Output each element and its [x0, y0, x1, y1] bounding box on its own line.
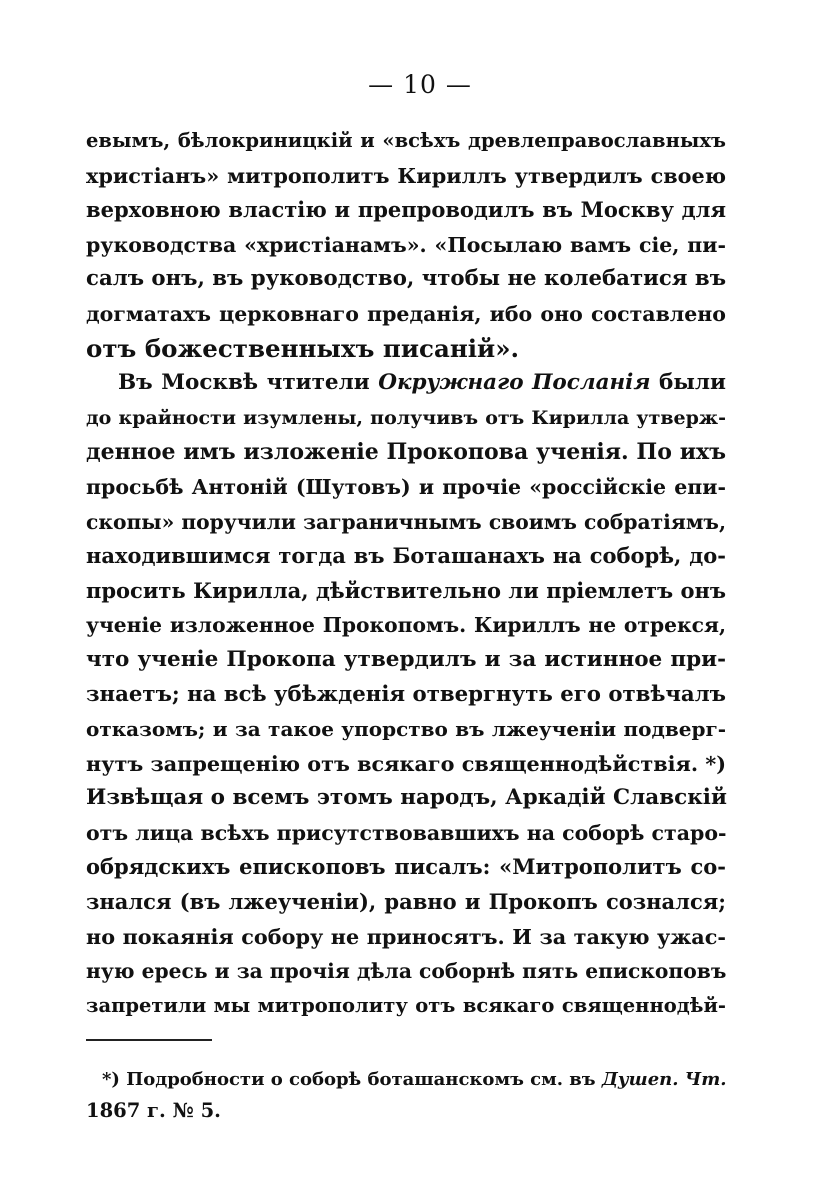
text-line: знался (въ лжеученіи), равно и Прокопъ сознался; — [86, 889, 726, 915]
text-line: отъ лица всѣхъ присутствовавшихъ на соборѣ старо- — [86, 820, 727, 845]
footnote-divider — [86, 1039, 212, 1041]
text-line: Извѣщая о всемъ этомъ народъ, Аркадій Славскій — [86, 785, 727, 811]
paragraph-first-line — [86, 366, 726, 401]
text-line: но покаянія собору не приносятъ. И за такую ужас- — [86, 924, 726, 949]
text-line: верховною властію и препроводилъ въ Москву для — [86, 197, 726, 223]
text-line: знаетъ; на всѣ убѣжденія отвергнуть его отвѣчалъ — [86, 681, 726, 707]
text-line: салъ онъ, въ руководство, чтобы не колебатися въ — [86, 266, 726, 292]
text-line: просьбѣ Антоній (Шутовъ) и прочіе «россійскіе епи- — [86, 474, 726, 499]
text-segment: были — [650, 370, 727, 396]
text-line: ученіе изложенное Прокопомъ. Кириллъ не отрекся, — [86, 613, 726, 638]
text-line: находившимся тогда въ Боташанахъ на соборѣ, до- — [86, 543, 726, 569]
footnote-text: *) Подробности о соборѣ боташанскомъ см. въ — [102, 1069, 602, 1090]
text-line: руководства «христіанамъ». «Посылаю вамъ сіе, пи- — [86, 232, 726, 257]
text-line: просить Кирилла, дѣйствительно ли пріемлетъ онъ — [86, 577, 726, 603]
text-line: отказомъ; и за такое упорство въ лжеученіи подверг- — [86, 717, 726, 742]
text-line: христіанъ» митрополитъ Кириллъ утвердилъ своею — [86, 163, 726, 188]
text-line: догматахъ церковнаго преданія, ибо оно составлено — [86, 301, 726, 326]
text-line: до крайности изумлены, получивъ отъ Кирилла утверж- — [86, 406, 726, 429]
text-line: евымъ, бѣлокриницкій и «всѣхъ древлеправославныхъ — [86, 129, 726, 152]
footnote-reference-line: нутъ запрещенію отъ всякаго священнодѣйствія. *) — [86, 751, 727, 776]
text-line: запретили мы митрополиту отъ всякаго священнодѣй- — [86, 993, 726, 1017]
page-number: — 10 — — [368, 70, 472, 99]
text-line: ную ересь и за прочія дѣла соборнѣ пять епископовъ — [86, 959, 727, 984]
text-line: скопы» поручили заграничнымъ своимъ собратіямъ, — [86, 509, 726, 534]
text-line: отъ божественныхъ писаній». — [86, 333, 520, 363]
text-line: обрядскихъ епископовъ писалъ: «Митрополитъ со- — [86, 854, 726, 880]
text-segment: Въ Москвѣ чтители — [118, 370, 379, 396]
main-text — [86, 124, 726, 1023]
footnote — [86, 1064, 726, 1126]
footnote-line — [86, 1064, 726, 1095]
text-line: денное имъ изложеніе Прокопова ученія. По ихъ — [86, 439, 726, 466]
italic-title: Окружнаго Посланія — [378, 370, 651, 396]
footnote-source: Душеп. Чт. — [601, 1069, 727, 1090]
footnote-line: 1867 г. № 5. — [86, 1099, 221, 1122]
text-line: что ученіе Прокопа утвердилъ и за истинное при- — [86, 646, 726, 672]
